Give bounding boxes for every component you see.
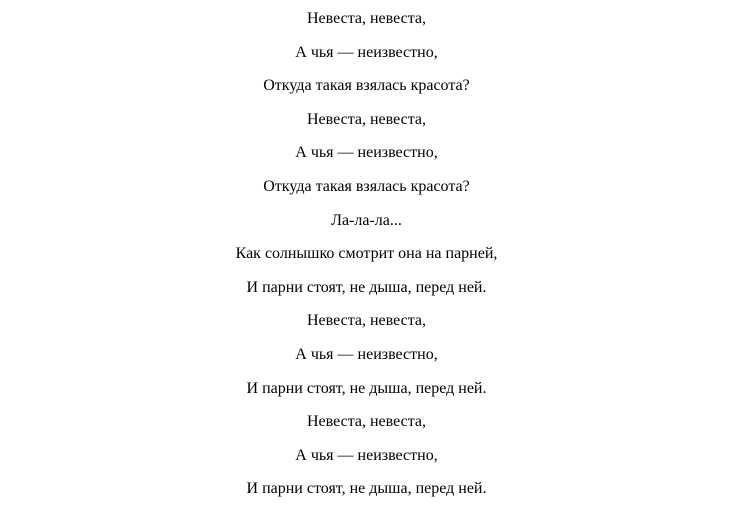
- lyric-line: А чья — неизвестно,: [295, 144, 438, 162]
- lyric-line: Ла-ла-ла...: [331, 211, 402, 229]
- lyric-line: Невеста, невеста,: [306, 413, 427, 431]
- lyric-line: Откуда такая взялась красота?: [263, 77, 470, 95]
- lyric-line: Невеста, невеста,: [306, 110, 427, 128]
- lyric-line: А чья — неизвестно,: [295, 446, 438, 464]
- lyric-line: И парни стоят, не дыша, перед ней.: [246, 278, 487, 296]
- lyric-line: А чья — неизвестно,: [295, 345, 438, 363]
- lyric-line: Как солнышко смотрит она на парней,: [235, 245, 498, 263]
- lyric-line: Откуда такая взялась красота?: [263, 177, 470, 195]
- lyric-line: А чья — неизвестно,: [295, 43, 438, 61]
- lyric-line: Невеста, невеста,: [306, 312, 427, 330]
- lyric-line: И парни стоят, не дыша, перед ней.: [246, 480, 487, 498]
- lyric-line: И парни стоят, не дыша, перед ней.: [246, 379, 487, 397]
- lyrics-text: [0, 2, 733, 506]
- lyric-line: Невеста, невеста,: [306, 10, 427, 27]
